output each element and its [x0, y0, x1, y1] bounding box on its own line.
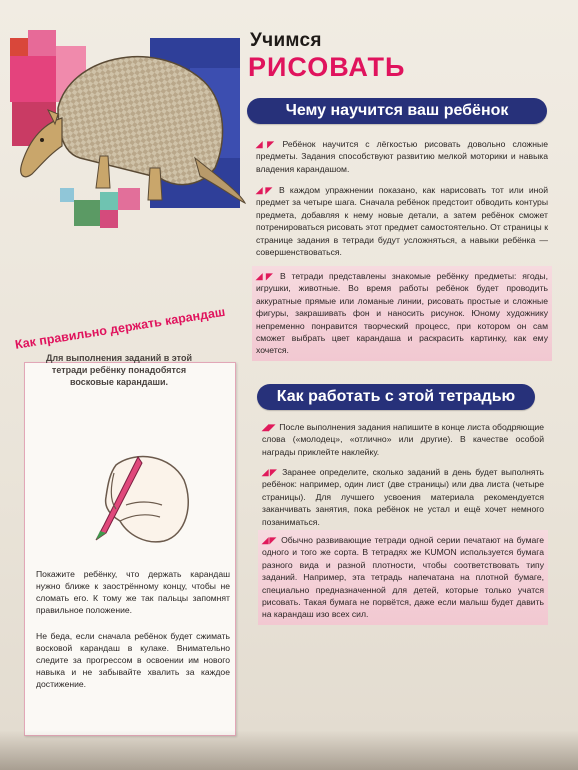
section1-paragraph-2 [252, 182, 552, 260]
bullet-arrow-icon: ◢◤ [256, 139, 279, 149]
section1-paragraph-1-text: Ребёнок научится с лёгкостью рисовать довольно сложные предметы. Задания способствуют развитию мелкой моторики и навыка владения карандашом. [256, 139, 549, 174]
section1-paragraph-1 [252, 136, 552, 177]
section2-paragraph-2-text: Заранее определите, сколько заданий в день будет выполнять ребёнок: например, один лист (две страницы) или два листа (четыре страницы). Для лучшего усвоения материала рекомендуется заканчивать занятия, пока ребёнок не устал и ещё хочет немного позаниматься. [262, 467, 544, 527]
section1-paragraph-3 [252, 266, 552, 361]
section1-paragraph-2-text: В каждом упражнении показано, как нарисовать тот или иной предмет за четыре шага. Сначала ребёнок предстоит обводить контуры предмета, добавляя к нему новые детали, а затем ребёнок сможет потренироваться рисовать этот предмет самостоятельно. От страницы к странице задания в тетради будут усложняться, а навыки ребёнка — совершенствоваться. [256, 185, 548, 258]
section2-paragraph-2 [258, 464, 548, 530]
bullet-arrow-icon: ◢◤ [262, 467, 279, 477]
bullet-arrow-icon: ◢◤ [262, 535, 278, 545]
bullet-arrow-icon: ◢◤ [262, 422, 276, 432]
title-small: Учимся [250, 30, 322, 51]
bullet-arrow-icon: ◢◤ [256, 185, 275, 195]
sidebar-text-2: Не беда, если сначала ребёнок будет сжимать восковой карандаш в кулаке. Внимательно следите за прогрессом в освоении им нового навыка и не забывайте хвалить за каждое достижение. [36, 631, 230, 689]
section2-paragraph-3-text: Обычно развивающие тетради одной серии печатают на бумаге одного и того же сорта. В тетрадях же KUMON используется бумага разного вида и разной плотности, чтобы соответствовать типу заданий. Например, эта тетрадь напечатана на плотной бумаге, специально предназначенной для детей, которые только учатся рисовать. Такая бумага не порвётся, даже если малыш будет давить на карандаш изо всех сил. [262, 535, 545, 620]
section2-paragraph-1 [258, 419, 548, 460]
section2-paragraph-1-text: После выполнения задания напишите в конце листа ободряющие слова («молодец», «отлично» или другие). В качестве особой награды приклейте наклейку. [262, 422, 545, 457]
sidebar-intro: Для выполнения заданий в этой тетради ребёнку понадобятся восковые карандаши. [46, 353, 192, 387]
sidebar-title: Как правильно держать карандаш [14, 304, 227, 352]
section1-heading: Чему научится ваш ребёнок [247, 98, 547, 124]
section2-heading: Как работать с этой тетрадью [257, 384, 535, 410]
armadillo-illustration [0, 28, 250, 233]
page-title: РИСОВАТЬ [248, 52, 406, 82]
section1-paragraph-3-text: В тетради представлены знакомые ребёнку предметы: ягоды, игрушки, животные. Во время работы ребёнок будет проводить аккуратные прямые или ломаные линии, рисовать простые и сложные фигуры, закрашивать фон и наносить рисунок. Юному художнику непременно понравится творческий процесс, при котором он сам сможет выбрать цвет карандаша и раскрасить картинку, как ему хочется. [256, 271, 548, 356]
sidebar-text-1: Покажите ребёнку, что держать карандаш нужно ближе к заострённому концу, чтобы не сломать его. К тому же так пальцы запомнят правильное положение. [36, 569, 230, 615]
hand-holding-crayon-illustration [76, 445, 196, 545]
section2-paragraph-3 [258, 530, 548, 625]
bullet-arrow-icon: ◢◤ [256, 271, 277, 281]
